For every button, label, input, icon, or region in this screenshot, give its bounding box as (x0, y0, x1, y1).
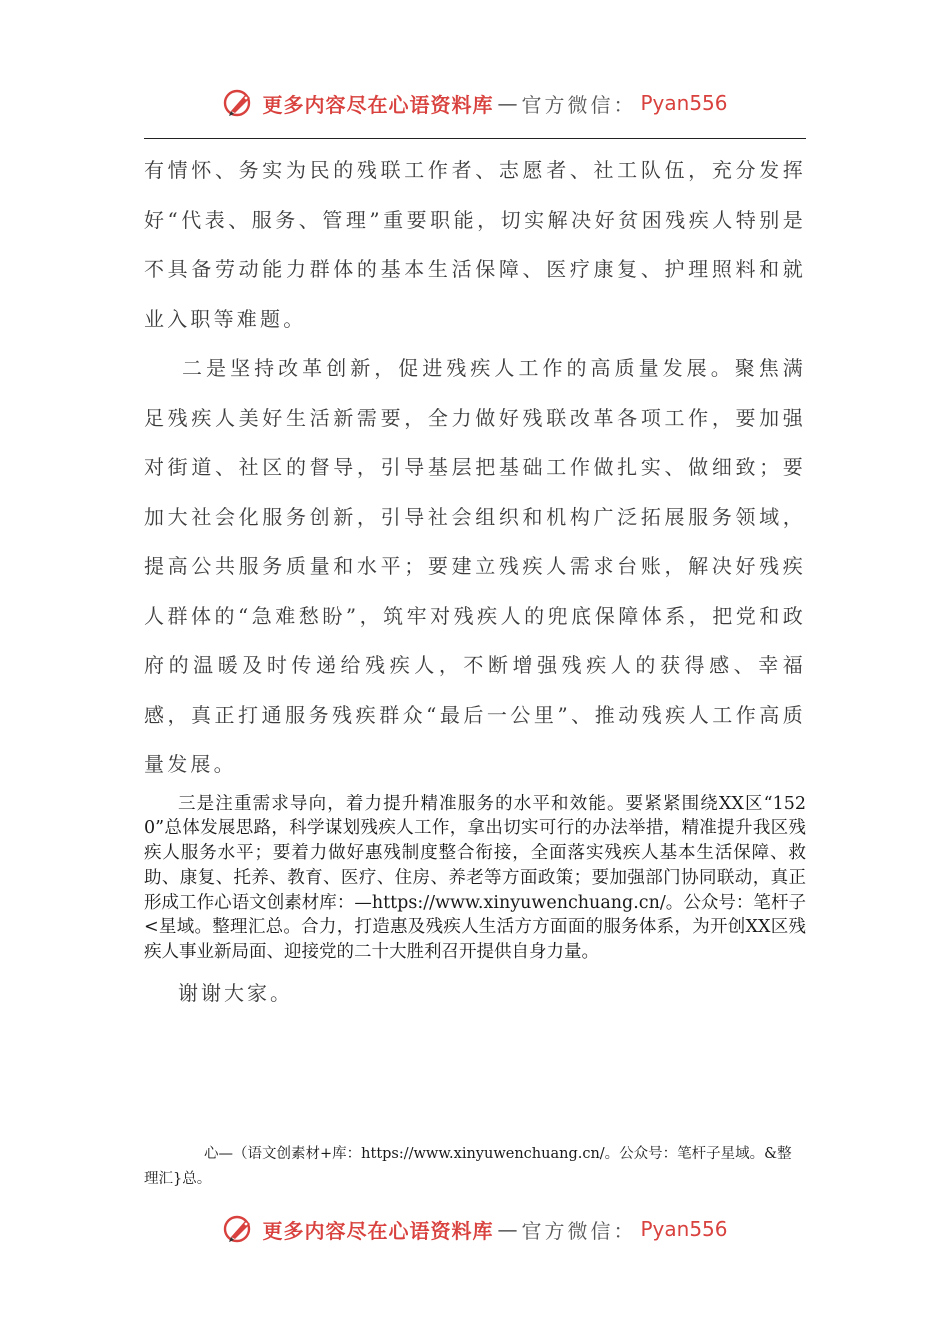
paragraph-1: 有情怀、务实为民的残联工作者、志愿者、社工队伍，充分发挥好“代表、服务、管理”重要职能，切实解决好贫困残疾人特别是不具备劳动能力群体的基本生活保障、医疗康复、护理照料和就业入职等难题。 (144, 158, 806, 331)
footer-banner (0, 1204, 950, 1254)
banner-title: 更多内容尽在心语资料库 (262, 92, 494, 117)
footnote: 心—（语文创素材+库：https://www.xinyuwenchuang.cn/。公众号：笔杆子星域。&整理汇}总。 (144, 1146, 792, 1187)
header-divider (144, 138, 806, 139)
banner-wechat-id: Pyan556 (640, 91, 728, 115)
banner-separator: — (497, 91, 518, 115)
banner-subtitle: 官方微信： (521, 1218, 637, 1243)
pen-nib-logo-icon (222, 1212, 256, 1246)
document-body (144, 146, 806, 1006)
banner-title: 更多内容尽在心语资料库 (262, 1218, 494, 1243)
paragraph-2: 二是坚持改革创新，促进残疾人工作的高质量发展。聚焦满足残疾人美好生活新需要，全力做好残联改革各项工作，要加强对街道、社区的督导，引导基层把基础工作做扎实、做细致；要加大社会化服务创新，引导社会组织和机构广泛拓展服务领域，提高公共服务质量和水平；要建立残疾人需求台账，解决好残疾人群体的“急难愁盼”，筑牢对残疾人的兜底保障体系，把党和政府的温暖及时传递给残疾人，不断增强残疾人的获得感、幸福感，真正打通服务残疾群众“最后一公里”、推动残疾人工作高质量发展。 (144, 356, 806, 776)
header-banner (0, 78, 950, 128)
pen-nib-logo-icon (222, 86, 256, 120)
banner-separator: — (497, 1217, 518, 1241)
paragraph-3: 三是注重需求导向，着力提升精准服务的水平和效能。要紧紧围绕XX区“1520”总体发展思路，科学谋划残疾人工作，拿出切实可行的办法举措，精准提升我区残疾人服务水平；要着力做好惠残制度整合衔接，全面落实残疾人基本生活保障、救助、康复、托养、教育、医疗、住房、养老等方面政策；要加强部门协同联动，真正形成工作心语文创素材库：—https://www.xinyuwenchuang.cn/。公众号：笔杆子<星域。整理汇总。合力，打造惠及残疾人生活方方面面的服务体系，为开创XX区残疾人事业新局面、迎接党的二十大胜利召开提供自身力量。 (144, 793, 806, 963)
banner-subtitle: 官方微信： (521, 92, 637, 117)
banner-wechat-id: Pyan556 (640, 1217, 728, 1241)
closing-remark: 谢谢大家。 (178, 981, 293, 1006)
